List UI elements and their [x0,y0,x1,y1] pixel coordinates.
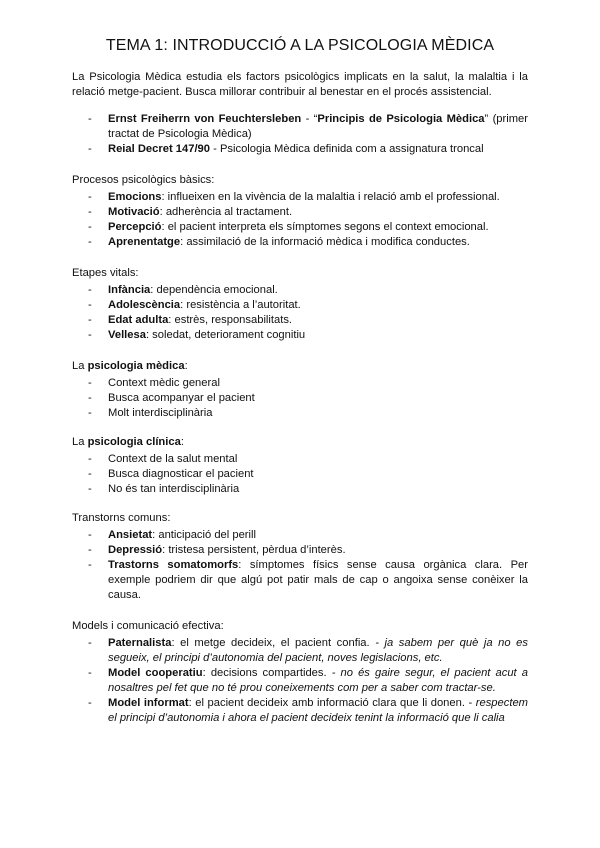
list-item [72,636,528,666]
medical-list [72,376,528,421]
list-item: - Molt interdisciplinària [72,406,528,421]
list-item [72,283,528,298]
item-note: - no és gaire segur, el pacient acut a nosaltres pel fet que no té prou coneixements com per a saber com tractar-se. [108,667,528,694]
list-item [72,328,528,343]
title-term: psicologia mèdica [87,360,185,372]
reference-decree: Reial Decret 147/90 [108,143,210,155]
item-term: Ansietat [108,529,153,541]
list-item [72,205,528,220]
item-term: Depressió [108,544,163,556]
reference-work: Principis de Psicologia Mèdica [317,113,485,125]
list-item [72,190,528,205]
list-item [72,142,528,157]
item-text: : el metge decideix, el pacient confia. [171,637,376,649]
item-text: : resistència a l’autoritat. [180,299,301,311]
disorders-list [72,528,528,603]
item-term: Infància [108,284,151,296]
item-term: Percepció [108,221,162,233]
list-item [72,558,528,603]
item-text: : dependència emocional. [150,284,278,296]
item-text: : assimilació de la informació mèdica i modifica conductes. [180,236,470,248]
item-text: : estrès, responsabilitats. [168,314,293,326]
list-item [72,666,528,696]
list-item [72,543,528,558]
section-title-stages: Etapes vitals: [72,267,139,279]
title-prefix: La [72,436,88,448]
item-note: respectem el principi d’autonomia i ahora el pacient decideix tenint la informació que li calia [108,697,528,724]
models-list [72,636,528,726]
reference-separator: - “ [301,113,318,125]
processes-list [72,190,528,250]
item-note: - ja sabem per què ja no es segueix, el principi d’autonomia del pacient, noves legislacions, etc. [108,637,528,664]
list-item [72,313,528,328]
section-title-disorders: Transtorns comuns: [72,512,171,524]
section-title-clinical [72,435,528,450]
list-item [72,298,528,313]
list-item: - Context mèdic general [72,376,528,391]
list-item: - Busca diagnosticar el pacient [72,467,528,482]
list-item [72,696,528,726]
item-text: : anticipació del perill [152,529,256,541]
section-title-models: Models i comunicació efectiva: [72,620,224,632]
item-term: Emocions [108,191,162,203]
section-title-processes: Procesos psicològics bàsics: [72,174,215,186]
list-item: - Busca acompanyar el pacient [72,391,528,406]
title-suffix: : [184,360,188,372]
list-item [72,528,528,543]
list-item: - No és tan interdisciplinària [72,482,528,497]
item-term: Trastorns somatomorfs [108,559,239,571]
item-text: : influeixen en la vivència de la malaltia i relació amb el professional. [161,191,500,203]
list-item [72,112,528,142]
item-term: Aprenentatge [108,236,181,248]
item-term: Adolescència [108,299,181,311]
item-text: : adherència al tractament. [159,206,293,218]
list-item [72,235,528,250]
item-text: : decisions compartides. [202,667,332,679]
reference-author: Ernst Freiherrn von Feuchtersleben [108,113,302,125]
item-text: : el pacient interpreta els símptomes segons el context emocional. [161,221,489,233]
section-title-medical [72,359,528,374]
title-prefix: La [72,360,88,372]
stages-list [72,283,528,343]
item-term: Motivació [108,206,160,218]
item-text: : tristesa persistent, pèrdua d’interès. [162,544,346,556]
clinical-list [72,452,528,497]
intro-paragraph: La Psicologia Mèdica estudia els factors psicològics implicats en la salut, la malaltia i la relació metge-pacient. Busca millorar contribuir al benestar en el procés assistencial. [72,71,528,98]
item-term: Paternalista [108,637,172,649]
title-term: psicologia clínica [87,436,181,448]
item-term: Vellesa [108,329,146,341]
list-item: - Context de la salut mental [72,452,528,467]
document-title: TEMA 1: INTRODUCCIÓ A LA PSICOLOGIA MÈDICA [105,37,495,54]
list-item [72,220,528,235]
item-text: : soledat, deteriorament cognitiu [145,329,306,341]
item-text: : el pacient decideix amb informació clara que li donen. - [188,697,476,709]
item-term: Model informat [108,697,189,709]
item-text: : símptomes físics sense causa orgànica clara. Per exemple podriem dir que algú pot patir mals de cap o angoixa sense conèixer la causa. [108,559,528,601]
item-term: Edat adulta [108,314,169,326]
references-list [72,112,528,157]
item-term: Model cooperatiu [108,667,203,679]
reference-note: - Psicologia Mèdica definida com a assignatura troncal [210,143,484,155]
reference-note: ” (primer tractat de Psicologia Mèdica) [108,113,529,140]
title-suffix: : [180,436,184,448]
